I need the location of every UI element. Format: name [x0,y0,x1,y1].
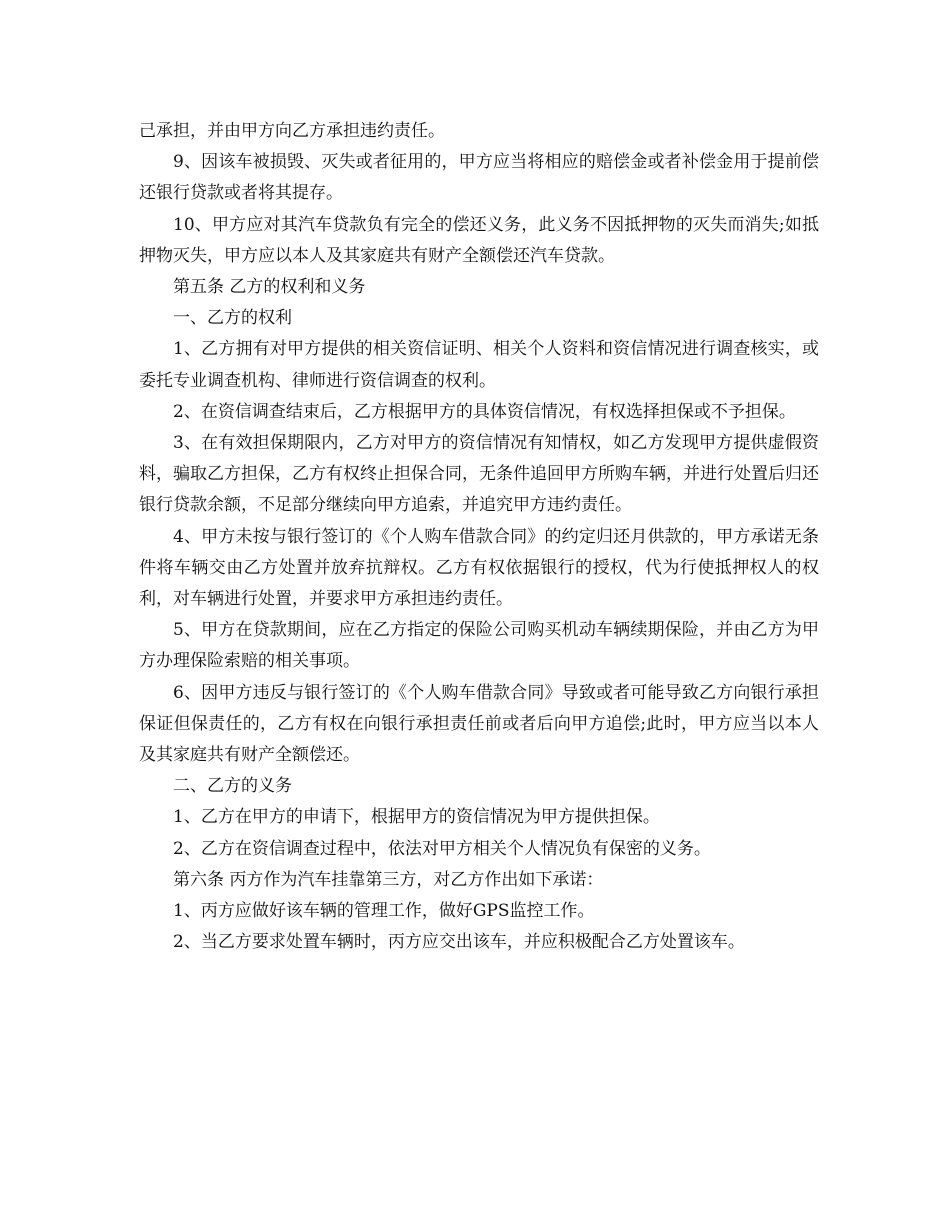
paragraph-obligation-1: 1、乙方在甲方的申请下，根据甲方的资信情况为甲方提供担保。 [173,807,660,828]
paragraph-clause-10: 10、甲方应对其汽车贷款负有完全的偿还义务，此义务不因抵押物的灭失而消失;如抵押物灭失，甲方应以本人及其家庭共有财产全额偿还汽车贷款。 [139,214,819,266]
paragraph-obligation-2: 2、乙方在资信调查过程中，依法对甲方相关个人情况负有保密的义务。 [173,838,711,859]
paragraph-clause-9: 9、因该车被损毁、灭失或者征用的，甲方应当将相应的赔偿金或者补偿金用于提前偿还银行贷款或者将其提存。 [139,152,819,204]
paragraph-right-6: 6、因甲方违反与银行签订的《个人购车借款合同》导致或者可能导致乙方向银行承担保证但保责任的，乙方有权在向银行承担责任前或者后向甲方追偿;此时，甲方应当以本人及其家庭共有财产全额偿还。 [139,682,819,766]
paragraph-right-4: 4、甲方未按与银行签订的《个人购车借款合同》的约定归还月供款的，甲方承诺无条件将车辆交由乙方处置并放弃抗辩权。乙方有权依据银行的授权，代为行使抵押权人的权利，对车辆进行处置，并要求甲方承担违约责任。 [139,526,819,610]
section-obligations-heading: 二、乙方的义务 [173,776,292,797]
paragraph-promise-1: 1、丙方应做好该车辆的管理工作，做好GPS监控工作。 [173,901,595,922]
paragraph-right-2: 2、在资信调查结束后，乙方根据甲方的具体资信情况，有权选择担保或不予担保。 [173,401,796,422]
document-page [139,116,819,958]
paragraph-right-5: 5、甲方在贷款期间，应在乙方指定的保险公司购买机动车辆续期保险，并由乙方为甲方办理保险索赔的相关事项。 [139,620,819,672]
article-5-heading: 第五条 乙方的权利和义务 [173,277,366,298]
paragraph-continuation: 己承担，并由甲方向乙方承担违约责任。 [139,121,445,141]
paragraph-right-3: 3、在有效担保期限内，乙方对甲方的资信情况有知情权，如乙方发现甲方提供虚假资料，骗取乙方担保，乙方有权终止担保合同，无条件追回甲方所购车辆，并进行处置后归还银行贷款余额，不足部分继续向甲方追索，并追究甲方违约责任。 [139,433,819,516]
article-6-heading: 第六条 丙方作为汽车挂靠第三方，对乙方作出如下承诺： [173,869,604,890]
paragraph-right-1: 1、乙方拥有对甲方提供的相关资信证明、相关个人资料和资信情况进行调查核实，或委托专业调查机构、律师进行资信调查的权利。 [139,339,819,391]
section-rights-heading: 一、乙方的权利 [173,308,292,329]
paragraph-promise-2: 2、当乙方要求处置车辆时，丙方应交出该车，并应积极配合乙方处置该车。 [173,932,745,953]
